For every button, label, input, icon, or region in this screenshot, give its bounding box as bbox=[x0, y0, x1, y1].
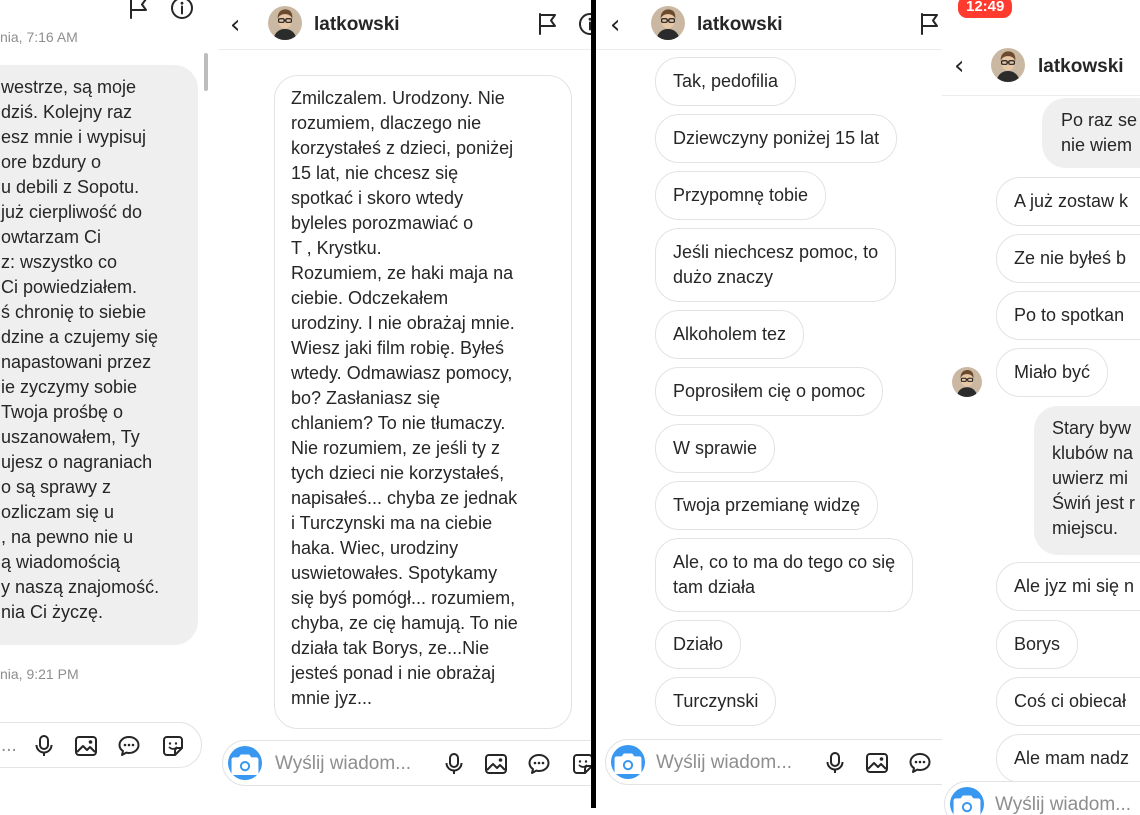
chat-username[interactable]: latkowski bbox=[314, 14, 400, 35]
received-message-bubble bbox=[996, 620, 1078, 669]
received-message-bubble bbox=[655, 228, 896, 302]
message-text: Tak, pedofilia bbox=[673, 71, 779, 91]
chevron-left-icon[interactable]: ‹ bbox=[954, 51, 965, 81]
message-timestamp: nia, 9:21 PM bbox=[0, 666, 79, 682]
message-text: Turczynski bbox=[673, 691, 759, 711]
chat-header bbox=[218, 0, 592, 50]
message-composer bbox=[944, 781, 1140, 815]
message-text: W sprawie bbox=[673, 438, 758, 458]
message-text: Jeśli niechcesz pomoc, to dużo znaczy bbox=[673, 242, 879, 287]
camera-icon bbox=[611, 745, 645, 779]
avatar[interactable] bbox=[952, 367, 982, 397]
message-text: Po to spotkan bbox=[1014, 305, 1125, 325]
chat-username[interactable]: latkowski bbox=[697, 14, 783, 35]
camera-icon bbox=[950, 787, 984, 815]
avatar[interactable] bbox=[268, 6, 302, 40]
message-timestamp: nia, 7:16 AM bbox=[0, 29, 78, 45]
received-message-bubble bbox=[655, 424, 775, 473]
info-icon[interactable] bbox=[170, 0, 194, 20]
microphone-icon[interactable] bbox=[32, 734, 56, 758]
received-message-bubble bbox=[996, 348, 1108, 397]
speech-bubble-icon[interactable] bbox=[527, 752, 551, 776]
sticker-icon[interactable] bbox=[571, 752, 592, 776]
chat-username[interactable]: latkowski bbox=[1038, 56, 1124, 77]
avatar[interactable] bbox=[651, 6, 685, 40]
received-message-bubble bbox=[996, 177, 1140, 226]
message-input[interactable]: ... bbox=[1, 735, 17, 756]
info-icon[interactable] bbox=[578, 12, 592, 36]
camera-button[interactable] bbox=[611, 745, 645, 779]
message-text: westrze, są moje dziś. Kolejny raz esz mnie i wypisuj ore bzdury o u debili z Sopotu. już cierpliwość do owtarzam Ci z: wszystko co Ci powiedziałem. ś chronię to siebie dzine a czujemy się napastowani przez ie zyczymy sobie Twoja prośbę o uszanowałem, Ty ujesz o nagraniach o są sprawy z ozliczam się u , na pewno nie u ą wiadomością y naszą znajomość. nia Ci życzę. bbox=[1, 77, 160, 622]
status-bar-time: 12:49 bbox=[958, 0, 1012, 18]
message-composer bbox=[222, 740, 592, 786]
message-text: Ale, co to ma do tego co się tam działa bbox=[673, 552, 896, 597]
message-text: Borys bbox=[1014, 634, 1061, 654]
received-message-bubble bbox=[996, 677, 1140, 726]
received-message-bubble bbox=[655, 367, 883, 416]
message-text: Poprosiłem cię o pomoc bbox=[673, 381, 866, 401]
message-input[interactable]: Wyślij wiadom... bbox=[656, 752, 793, 773]
microphone-icon[interactable] bbox=[823, 751, 847, 775]
received-message-bubble bbox=[274, 75, 572, 729]
received-message-bubble bbox=[655, 677, 776, 726]
chevron-left-icon[interactable]: ‹ bbox=[610, 10, 621, 40]
received-message-bubble bbox=[996, 734, 1140, 783]
message-text: Działo bbox=[673, 634, 724, 654]
message-composer bbox=[605, 739, 942, 785]
chat-header bbox=[596, 0, 942, 50]
speech-bubble-icon[interactable] bbox=[117, 734, 141, 758]
message-input[interactable]: Wyślij wiadom... bbox=[995, 794, 1132, 815]
sticker-icon[interactable] bbox=[161, 734, 185, 758]
message-text: Ze nie byłeś b bbox=[1014, 248, 1127, 268]
message-text: Coś ci obiecał bbox=[1014, 691, 1127, 711]
received-message-bubble bbox=[655, 620, 741, 669]
chat-header bbox=[942, 40, 1140, 96]
message-text: Przypomnę tobie bbox=[673, 185, 809, 205]
image-icon[interactable] bbox=[865, 751, 889, 775]
message-text: Stary byw klubów na uwierz mi Świń jest r miejscu. bbox=[1052, 418, 1136, 538]
received-message-bubble bbox=[655, 481, 878, 530]
received-message-bubble bbox=[655, 114, 897, 163]
sent-message-bubble bbox=[1042, 98, 1140, 168]
message-text: Ale mam nadz bbox=[1014, 748, 1130, 768]
image-icon[interactable] bbox=[484, 752, 508, 776]
scrollbar[interactable] bbox=[204, 53, 208, 91]
sent-message-bubble bbox=[1034, 406, 1140, 555]
received-message-bubble bbox=[996, 562, 1140, 611]
chat-panel-4 bbox=[942, 0, 1140, 815]
message-input[interactable]: Wyślij wiadom... bbox=[275, 753, 412, 774]
received-message-bubble bbox=[655, 538, 913, 612]
message-text: Po raz se nie wiem bbox=[1061, 110, 1138, 155]
image-icon[interactable] bbox=[74, 734, 98, 758]
message-text: Zmilczalem. Urodzony. Nie rozumiem, dlaczego nie korzystałeś z dzieci, poniżej 15 lat, nie chcesz się spotkać i skoro wtedy byleles porozmawiać o T , Krystku. Rozumiem, ze haki maja na ciebie. Odczekałem urodziny. I nie obrażaj mnie. Wiesz jaki film robię. Byłeś wtedy. Odmawiasz pomocy, bo? Zasłaniasz się chlaniem? To nie tłumaczy. Nie rozumiem, ze jeśli ty z tych dzieci nie korzystałeś, napisałeś... chyba ze jednak i Turczynski ma na ciebie haka. Wiec, urodziny uswietowałes. Spotykamy się byś pomógł... rozumiem, chyba, ze cię hamują. To nie działa tak Borys, ze...Nie jesteś ponad i nie obrażaj mnie jyz... bbox=[291, 88, 518, 708]
avatar[interactable] bbox=[991, 48, 1025, 82]
microphone-icon[interactable] bbox=[442, 752, 466, 776]
camera-button[interactable] bbox=[228, 746, 262, 780]
received-message-bubble bbox=[996, 234, 1140, 283]
message-text: Ale jyz mi się n bbox=[1014, 576, 1135, 596]
message-composer bbox=[0, 722, 202, 768]
message-text: Dziewczyny poniżej 15 lat bbox=[673, 128, 880, 148]
chat-panel-3 bbox=[596, 0, 942, 815]
message-text: Twoja przemianę widzę bbox=[673, 495, 861, 515]
speech-bubble-icon[interactable] bbox=[908, 751, 932, 775]
flag-icon[interactable] bbox=[536, 12, 560, 36]
received-message-bubble bbox=[0, 65, 198, 645]
chevron-left-icon[interactable]: ‹ bbox=[230, 10, 241, 40]
message-text: Alkoholem tez bbox=[673, 324, 787, 344]
flag-icon[interactable] bbox=[127, 0, 151, 20]
flag-icon[interactable] bbox=[918, 12, 942, 36]
received-message-bubble bbox=[996, 291, 1140, 340]
received-message-bubble bbox=[655, 57, 796, 106]
camera-icon bbox=[228, 746, 262, 780]
chat-panel-2 bbox=[218, 0, 592, 815]
message-text: Miało być bbox=[1014, 362, 1091, 382]
message-text: A już zostaw k bbox=[1014, 191, 1129, 211]
camera-button[interactable] bbox=[950, 787, 984, 815]
received-message-bubble bbox=[655, 310, 804, 359]
received-message-bubble bbox=[655, 171, 826, 220]
chat-panel-1 bbox=[0, 0, 218, 815]
